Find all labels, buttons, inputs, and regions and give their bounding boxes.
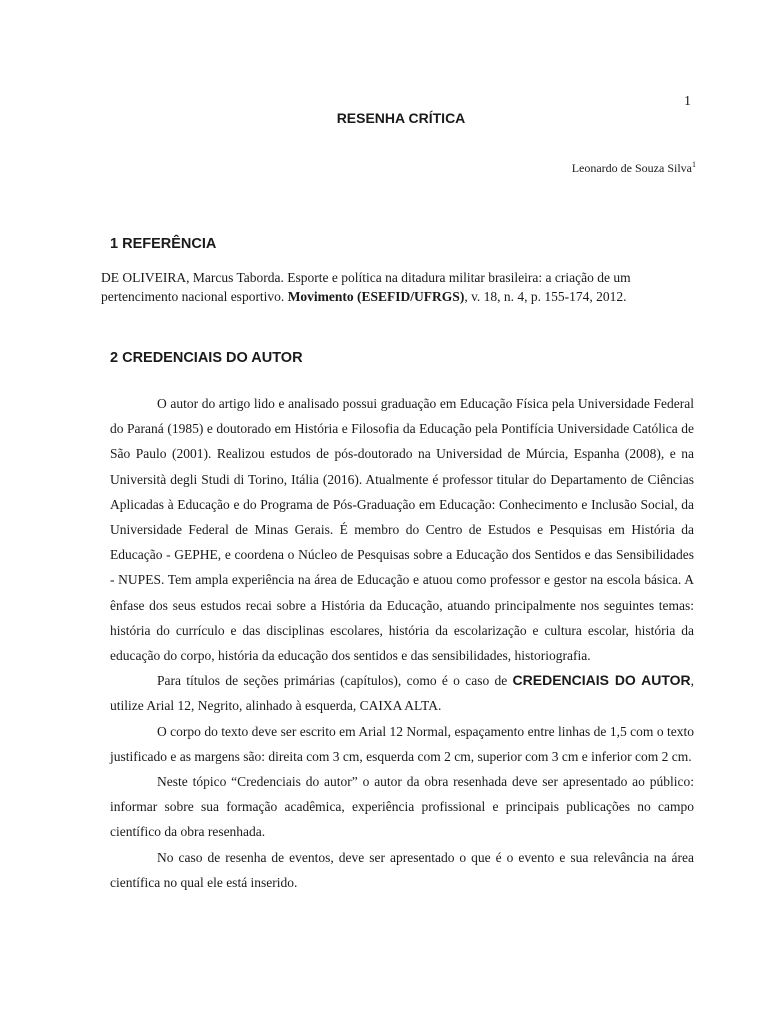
- paragraph-text: Para títulos de seções primárias (capítulos), como é o caso de: [157, 673, 513, 689]
- reference-journal: Movimento (ESEFID/UFRGS): [287, 289, 465, 304]
- page-number: 1: [684, 94, 691, 109]
- paragraph-events-guidance: No caso de resenha de eventos, deve ser apresentado o que é o evento e sua relevância na área científica no qual ele está inserido.: [110, 849, 694, 890]
- paragraph-body-format: O corpo do texto deve ser escrito em Arial 12 Normal, espaçamento entre linhas de 1,5 com o texto justificado e as margens são: direita com 3 cm, esquerda com 2 cm, superior com 3 cm e inferior com 2 cm.: [110, 723, 694, 764]
- paragraph-section-format: [110, 668, 694, 718]
- reference-text: DE OLIVEIRA, Marcus Taborda. Esporte e política na ditadura militar brasileira: a criação de um pertencimento nacional esportivo.: [101, 270, 631, 304]
- author-name: Leonardo de Souza Silva: [571, 161, 692, 175]
- paragraph-author-bio: O autor do artigo lido e analisado possui graduação em Educação Física pela Universidade Federal do Paraná (1985) e doutorado em História e Filosofia da Educação pela Pontifícia Universidade Católica de São Paulo (2001). Realizou estudos de pós-doutorado na Universidad de Múrcia, Espanha (2008), e na Università degli Studi di Torino, Itália (2016). Atualmente é professor titular do Departamento de Ciências Aplicadas à Educação e do Programa de Pós-Graduação em Educação: Conhecimento e Inclusão Social, da Universidade Federal de Minas Gerais. É membro do Centro de Estudos e Pesquisas em História da Educação - GEPHE, e coordena o Núcleo de Pesquisas sobre a Educação dos Sentidos e das Sensibilidades - NUPES. Tem ampla experiência na área de Educação e atuou como professor e gestor na escola básica. A ênfase dos seus estudos recai sobre a História da Educação, atuando principalmente nos seguintes temas: história do currículo e das disciplinas escolares, história da escolarização e cultura escolar, história da educação do corpo, história da educação dos sentidos e das sensibilidades, historiografia.: [110, 396, 694, 664]
- section-heading-credentials: 2 CREDENCIAIS DO AUTOR: [110, 350, 303, 366]
- paragraph-text: , utilize Arial 12, Negrito, alinhado à esquerda, CAIXA ALTA.: [110, 673, 694, 714]
- inline-bold-heading: CREDENCIAIS DO AUTOR: [512, 672, 691, 689]
- reference-entry: [101, 268, 681, 306]
- author-line: [572, 160, 696, 176]
- body-text: [110, 391, 694, 895]
- author-footnote-marker: 1: [692, 160, 696, 169]
- document-title: RESENHA CRÍTICA: [336, 110, 466, 126]
- section-heading-reference: 1 REFERÊNCIA: [110, 236, 217, 252]
- paragraph-credentials-guidance: Neste tópico “Credenciais do autor” o autor da obra resenhada deve ser apresentado ao público: informar sobre sua formação acadêmica, experiência profissional e principais publicações no campo científico da obra resenhada.: [110, 774, 694, 840]
- reference-details: , v. 18, n. 4, p. 155-174, 2012.: [464, 289, 627, 304]
